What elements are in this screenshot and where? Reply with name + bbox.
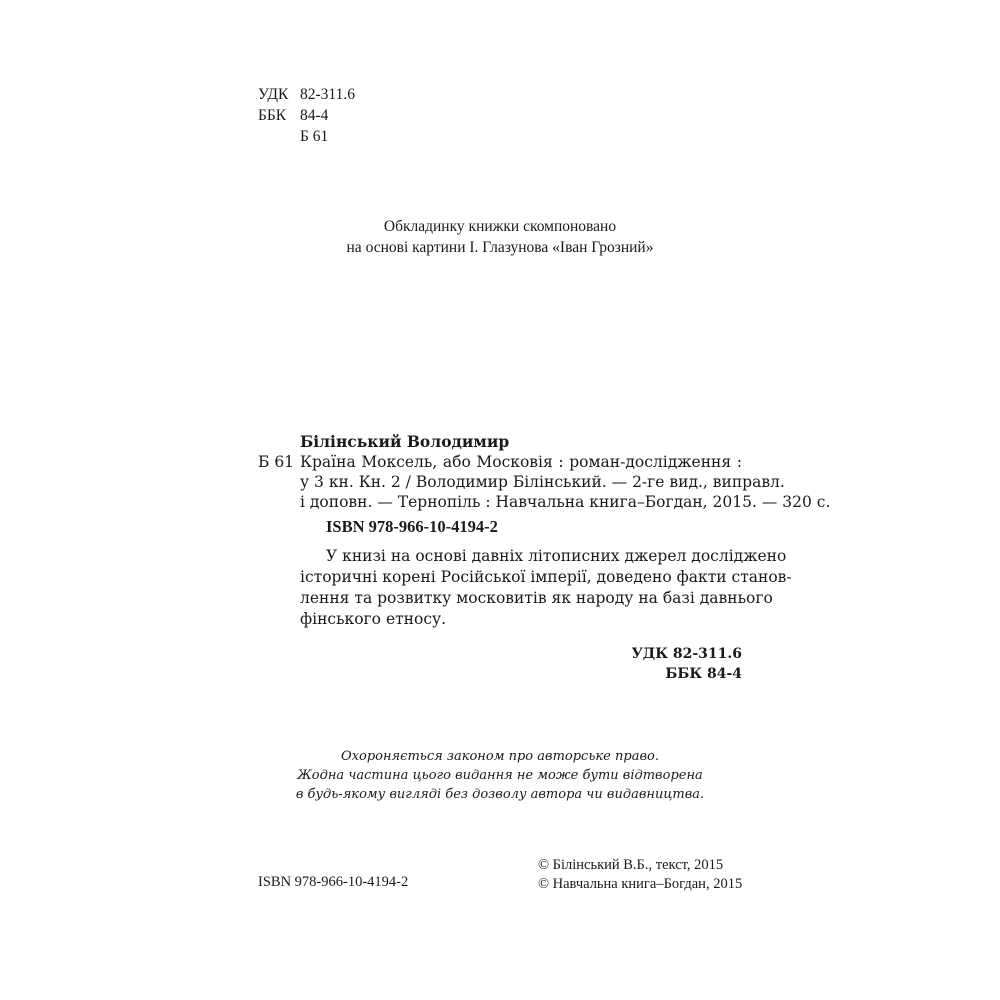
catalog-mark: Б 61: [258, 453, 295, 471]
copyright-block: [538, 856, 742, 894]
classification-block: [258, 84, 355, 147]
udk-repeat: УДК 82-311.6: [631, 646, 742, 662]
description-word: :: [558, 453, 564, 471]
rights-line: Охороняється законом про авторське право.: [341, 749, 659, 764]
abstract-line: лення та розвитку московитів як народу на базі давнього: [300, 589, 773, 607]
catalog-author: Білінський Володимир: [300, 432, 510, 451]
abstract-line: історичні корені Російської імперії, доведено факти станов-: [300, 568, 792, 586]
footer-isbn: ISBN 978-966-10-4194-2: [258, 874, 409, 890]
description-word: Московія: [476, 453, 553, 471]
author-mark: Б 61: [300, 128, 329, 145]
description-word: або: [442, 453, 471, 471]
udk-label: УДК: [258, 86, 289, 103]
description-word: Країна: [300, 453, 356, 471]
udk-value: 82-311.6: [300, 86, 355, 103]
cover-note-line: Обкладинку книжки скомпоновано: [383, 218, 617, 235]
abstract: [300, 546, 792, 630]
catalog-description: [300, 452, 831, 512]
rights-notice: [258, 747, 742, 804]
copyright-line: © Білінський В.Б., текст, 2015: [538, 857, 724, 873]
rights-line: в будь-якому вигляді без дозволу автора чи видавництва.: [295, 787, 705, 802]
rights-line: Жодна частина цього видання не може бути відтворена: [297, 768, 703, 783]
copyright-line: © Навчальна книга–Богдан, 2015: [538, 876, 743, 892]
bbk-repeat: ББК 84-4: [665, 666, 742, 682]
bbk-row: [258, 105, 355, 126]
cover-note-line: на основі картини І. Глазунова «Іван Грозний»: [346, 239, 654, 256]
description-text: у 3 кн. Кн. 2 / Володимир Білінський. — 2-ге вид., виправл.: [300, 473, 785, 491]
abstract-line: фінського етносу.: [300, 610, 447, 628]
description-text: і доповн. — Тернопіль : Навчальна книга–Богдан, 2015. — 320 с.: [300, 493, 831, 511]
bbk-value: 84-4: [300, 107, 329, 124]
author-mark-row: [258, 126, 355, 147]
bbk-label: ББК: [258, 107, 287, 124]
description-word: :: [736, 453, 742, 471]
abstract-line: У книзі на основі давніх літописних джерел досліджено: [326, 547, 787, 565]
description-word: Моксель,: [361, 453, 438, 471]
udk-row: [258, 84, 355, 105]
classification-repeat: [631, 644, 742, 684]
description-line: [300, 452, 742, 472]
catalog-isbn: ISBN 978-966-10-4194-2: [326, 517, 498, 536]
description-line: [300, 492, 831, 512]
description-line: [300, 472, 785, 492]
cover-note: [258, 216, 742, 258]
description-word: роман-дослідження: [569, 453, 732, 471]
